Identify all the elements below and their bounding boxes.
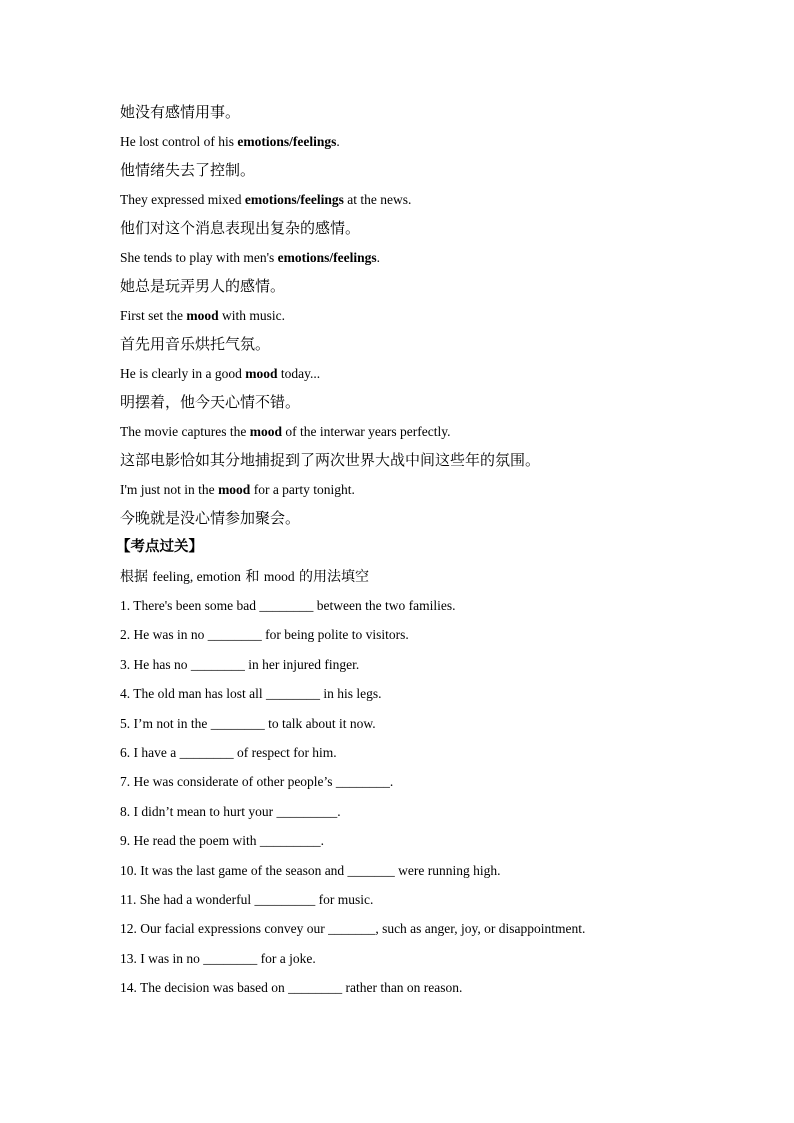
chinese-translation: 他情绪失去了控制。 [120,161,256,179]
question-item: 5. I’m not in the ________ to talk about it now. [120,715,376,731]
instruction-suffix: 的用法填空 [294,569,370,585]
example-text: The movie captures the [120,424,250,439]
example-sentences [120,98,680,533]
question-item: 9. He read the poem with _________. [120,833,324,849]
example-text: of the interwar years perfectly. [281,424,451,439]
chinese-translation: 这部电影恰如其分地捕捉到了两次世界大战中间这些年的氛围。 [120,451,541,469]
section-heading: 【考点过关】 [116,539,203,555]
question-item: 10. It was the last game of the season and _______ were running high. [120,862,501,878]
example-text: He lost control of his [120,134,238,149]
chinese-translation: 明摆着，他今天心情不错。 [120,393,301,411]
question-item: 8. I didn’t mean to hurt your _________. [120,803,341,819]
example-text: She tends to play with men's [120,250,278,265]
example-text: with music. [218,308,286,323]
question-item: 2. He was in no ________ for being polite to visitors. [120,627,409,643]
worksheet-page [116,98,680,1002]
keyword-bold: mood [249,424,282,439]
keyword-bold: emotions/feelings [277,250,377,265]
example-text: for a party tonight. [250,482,355,497]
english-example [120,301,680,330]
question-item: 4. The old man has lost all ________ in his legs. [120,686,382,702]
question-item: 1. There's been some bad ________ between the two families. [120,598,456,613]
example-text: First set the [120,308,187,323]
question-item: 14. The decision was based on ________ rather than on reason. [120,980,463,996]
example-text: at the news. [343,192,412,207]
english-example [120,127,680,156]
example-text: today... [277,366,321,381]
example-text: I'm just not in the [120,482,219,497]
english-example [120,185,680,214]
question-item: 7. He was considerate of other people’s ________. [120,774,394,790]
chinese-translation: 她总是玩弄男人的感情。 [120,277,286,295]
chinese-translation: 他们对这个消息表现出复杂的感情。 [120,219,361,237]
example-text: They expressed mixed [120,192,245,207]
fill-in-questions [120,591,680,1002]
keyword-bold: mood [186,308,219,323]
keyword-bold: emotions/feelings [244,192,344,207]
chinese-translation: 首先用音乐烘托气氛。 [120,335,271,353]
question-item: 3. He has no ________ in her injured finger. [120,656,360,672]
english-example [120,359,680,388]
question-item: 11. She had a wonderful _________ for music. [120,891,374,907]
example-text: . [336,134,340,149]
english-example [120,243,680,272]
example-text: . [376,250,381,265]
example-text: He is clearly in a good [120,366,246,381]
english-example [120,417,680,446]
instruction-words: feeling, emotion [152,569,241,584]
instruction-prefix: 根据 [120,569,153,585]
question-item: 12. Our facial expressions convey our _______, such as anger, joy, or disappointment. [120,921,586,937]
question-item: 13. I was in no ________ for a joke. [120,950,316,966]
chinese-translation: 今晚就是没心情参加聚会。 [120,509,301,527]
exercise-instruction [120,562,680,591]
keyword-bold: mood [218,482,251,497]
question-item: 6. I have a ________ of respect for him. [120,744,337,760]
english-example [120,475,680,504]
chinese-translation: 她没有感情用事。 [120,103,241,121]
keyword-bold: mood [245,366,278,381]
keyword-bold: emotions/feelings [237,134,337,149]
instruction-word3: mood [263,569,295,584]
instruction-middle: 和 [240,569,264,585]
